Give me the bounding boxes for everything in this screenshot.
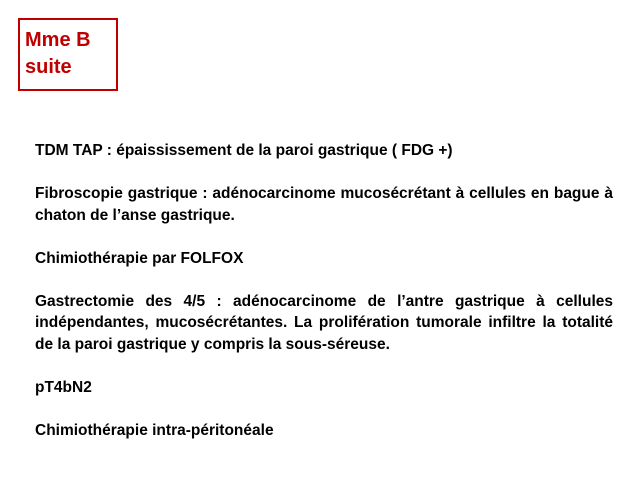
item-gastrectomie: Gastrectomie des 4/5 : adénocarcinome de l’antre gastrique à cellules indépendantes, mucosécrétantes. La prolifération tumorale infiltre la totalité de la paroi gastrique y compris la sous-séreuse. — [35, 292, 613, 353]
item-chimio-folfox: Chimiothérapie par FOLFOX — [35, 249, 244, 267]
item-chimio-intraperitoneale: Chimiothérapie intra-péritonéale — [35, 421, 274, 439]
slide-title-box — [18, 18, 118, 91]
slide-title-line-1: Mme B — [25, 29, 91, 51]
item-fibroscopie: Fibroscopie gastrique : adénocarcinome mucosécrétant à cellules en bague à chaton de l’anse gastrique. — [35, 185, 613, 224]
item-staging: pT4bN2 — [35, 378, 92, 396]
item-tdm: TDM TAP : épaississement de la paroi gastrique ( FDG +) — [35, 142, 453, 159]
slide-title-line-2: suite — [25, 56, 72, 78]
slide-body — [35, 140, 613, 463]
